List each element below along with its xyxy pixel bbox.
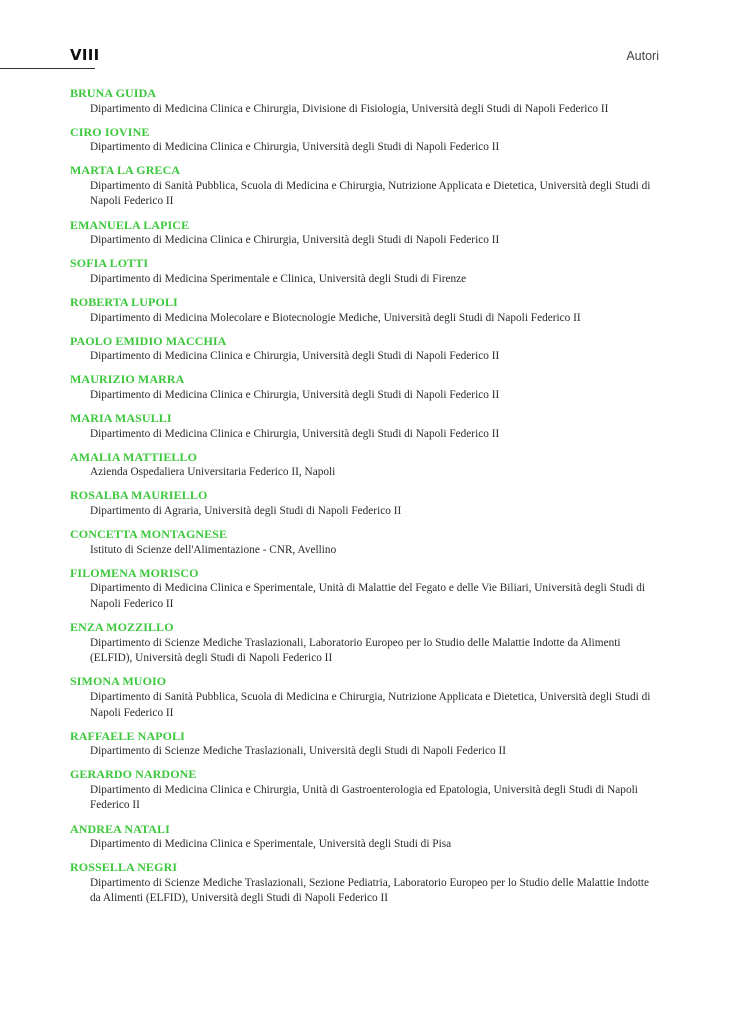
author-entry [70, 256, 660, 287]
author-entry [70, 218, 660, 249]
author-affiliation: Istituto di Scienze dell'Alimentazione - CNR, Avellino [90, 543, 337, 556]
author-name: FILOMENA MORISCO [70, 565, 199, 580]
author-name: BRUNA GUIDA [70, 86, 157, 100]
author-affiliation: Dipartimento di Scienze Mediche Traslazionali, Università degli Studi di Napoli Federico II [90, 745, 507, 758]
author-affiliation: Dipartimento di Scienze Mediche Traslazionali, Laboratorio Europeo per lo Studio delle Malattie Indotte da Alimenti (ELFID), Università degli Studi di Napoli Federico II [90, 636, 621, 665]
author-name: MARIA MASULLI [70, 411, 172, 426]
author-entry [70, 566, 660, 613]
author-entry [70, 86, 660, 117]
author-name: MAURIZIO MARRA [70, 372, 185, 387]
author-name: GERARDO NARDONE [70, 767, 197, 782]
author-affiliation: Azienda Ospedaliera Universitaria Federico II, Napoli [90, 466, 336, 479]
author-affiliation: Dipartimento di Scienze Mediche Traslazionali, Sezione Pediatria, Laboratorio Europeo per lo Studio delle Malattie Indotte da Alimenti (ELFID), Università degli Studi di Napoli Federico II [90, 876, 650, 905]
author-entry [70, 860, 660, 907]
author-affiliation: Dipartimento di Medicina Clinica e Chirurgia, Università degli Studi di Napoli Federico II [90, 234, 500, 247]
author-entry [70, 729, 660, 760]
author-name: ROBERTA LUPOLI [70, 295, 178, 310]
author-name: ROSSELLA NEGRI [70, 860, 178, 875]
author-affiliation: Dipartimento di Sanità Pubblica, Scuola di Medicina e Chirurgia, Nutrizione Applicata e Dietetica, Università degli Studi di Napoli Federico II [90, 179, 651, 208]
author-affiliation: Dipartimento di Agraria, Università degli Studi di Napoli Federico II [90, 504, 402, 517]
author-entry [70, 822, 660, 853]
running-header-title: Autori [626, 49, 659, 63]
author-affiliation: Dipartimento di Medicina Sperimentale e Clinica, Università degli Studi di Firenze [90, 272, 467, 285]
author-affiliation: Dipartimento di Medicina Molecolare e Biotecnologie Mediche, Università degli Studi di Napoli Federico II [90, 311, 581, 324]
author-affiliation: Dipartimento di Medicina Clinica e Chirurgia, Unità di Gastroenterologia ed Epatologia, Università degli Studi di Napoli Federico II [90, 783, 638, 812]
author-entry [70, 674, 660, 721]
header-rule [0, 68, 95, 69]
author-name: SOFIA LOTTI [70, 256, 149, 271]
author-name: SIMONA MUOIO [70, 674, 167, 689]
author-affiliation: Dipartimento di Medicina Clinica e Chirurgia, Università degli Studi di Napoli Federico II [90, 427, 500, 440]
author-name: ANDREA NATALI [70, 821, 170, 836]
author-name: ROSALBA MAURIELLO [70, 488, 208, 503]
author-entry [70, 488, 660, 519]
author-name: MARTA LA GRECA [70, 163, 181, 178]
author-affiliation: Dipartimento di Sanità Pubblica, Scuola di Medicina e Chirurgia, Nutrizione Applicata e Dietetica, Università degli Studi di Napoli Federico II [90, 690, 651, 719]
author-entry [70, 295, 660, 326]
author-affiliation: Dipartimento di Medicina Clinica e Chirurgia, Università degli Studi di Napoli Federico II [90, 350, 500, 363]
author-name: RAFFAELE NAPOLI [70, 728, 185, 743]
author-affiliation: Dipartimento di Medicina Clinica e Sperimentale, Università degli Studi di Pisa [90, 838, 452, 851]
author-name: CIRO IOVINE [70, 124, 150, 139]
page-number: VIII [70, 46, 100, 64]
author-name: EMANUELA LAPICE [70, 217, 190, 232]
author-entry [70, 620, 660, 667]
author-entry [70, 334, 660, 365]
author-name: CONCETTA MONTAGNESE [70, 527, 228, 542]
author-affiliation: Dipartimento di Medicina Clinica e Sperimentale, Unità di Malattie del Fegato e delle Vie Biliari, Università degli Studi di Napoli Federico II [90, 582, 646, 610]
author-name: AMALIA MATTIELLO [70, 449, 198, 464]
author-entry [70, 767, 660, 814]
author-entry [70, 411, 660, 442]
author-affiliation: Dipartimento di Medicina Clinica e Chirurgia, Università degli Studi di Napoli Federico II [90, 141, 500, 154]
author-list [70, 86, 660, 915]
author-entry [70, 450, 660, 481]
author-name: PAOLO EMIDIO MACCHIA [70, 333, 227, 348]
author-name: ENZA MOZZILLO [70, 620, 174, 635]
author-entry [70, 125, 660, 156]
author-affiliation: Dipartimento di Medicina Clinica e Chirurgia, Università degli Studi di Napoli Federico II [90, 388, 500, 401]
author-entry [70, 527, 660, 558]
author-entry [70, 372, 660, 403]
author-entry [70, 163, 660, 210]
author-affiliation: Dipartimento di Medicina Clinica e Chirurgia, Divisione di Fisiologia, Università degli Studi di Napoli Federico II [90, 102, 609, 115]
